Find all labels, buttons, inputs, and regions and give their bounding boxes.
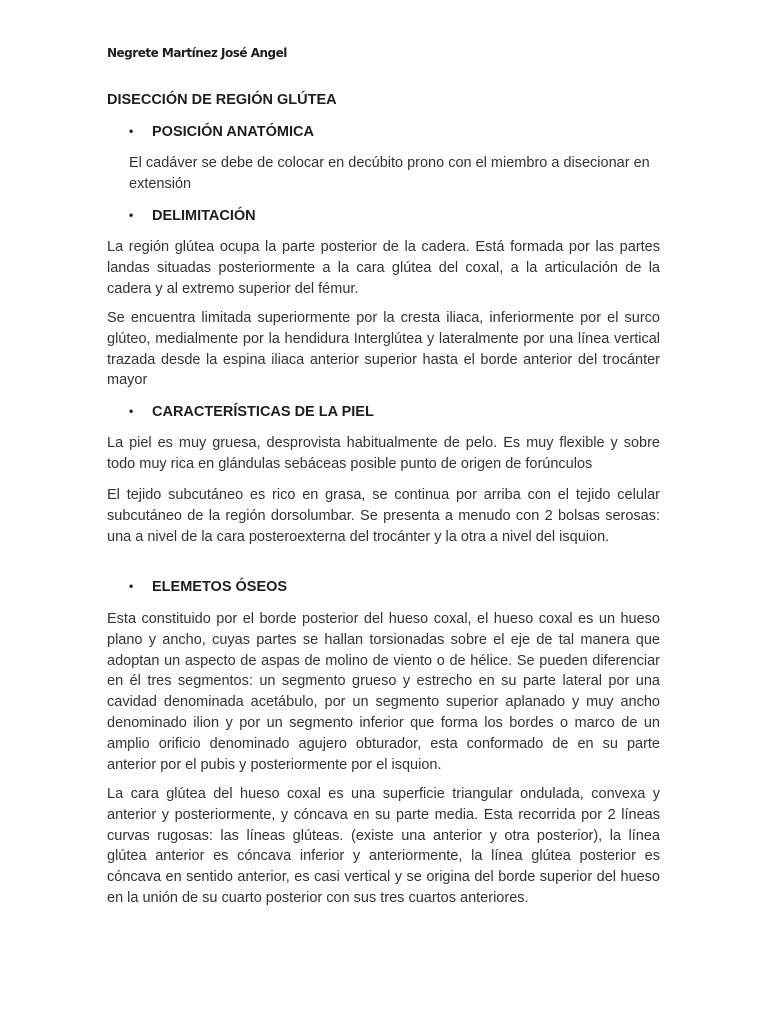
section-heading-label: DELIMITACIÓN <box>152 208 256 224</box>
section-heading-elementos-oseos <box>129 579 287 595</box>
paragraph: Esta constituido por el borde posterior del hueso coxal, el hueso coxal es un hueso plano y ancho, cuyas partes se hallan torsionadas sobre el eje de tal manera que adoptan un aspecto de aspas de molino de viento o de hélice. Se pueden diferenciar en él tres segmentos: un segmento grueso y estrecho en su parte lateral por una cavidad denominada acetábulo, por un segmento superior aplanado y muy ancho denominado ilion y por un segmento inferior que forma los bordes o marco de un amplio orificio denominado agujero obturador, esta conformado de en su parte anterior por el pubis y posteriormente por el isquion. <box>107 611 660 773</box>
section-heading-label: ELEMETOS ÓSEOS <box>152 579 288 595</box>
paragraph: La cara glútea del hueso coxal es una superficie triangular ondulada, convexa y anterior y posteriormente, y cóncava en su parte media. Esta recorrida por 2 líneas curvas rugosas: las líneas glúteas. (existe una anterior y otra posterior), la línea glútea anterior es cóncava inferior y anteriormente, la línea glútea posterior es cóncava en sentido anterior, es casi vertical y se origina del borde superior del hueso en la unión de su cuarto posterior con sus tres cuartos anteriores. <box>107 786 660 906</box>
section-heading-delimitacion <box>129 208 256 224</box>
section-heading-label: CARACTERÍSTICAS DE LA PIEL <box>152 404 374 420</box>
bullet-marker: • <box>129 404 134 418</box>
section-heading-caracteristicas <box>129 404 374 420</box>
paragraph: El cadáver se debe de colocar en decúbito prono con el miembro a disecionar en extensión <box>129 155 650 192</box>
bullet-marker: • <box>129 579 134 593</box>
paragraph: Se encuentra limitada superiormente por la cresta iliaca, inferiormente por el surco glúteo, medialmente por la hendidura Interglútea y lateralmente por una línea vertical trazada desde la espina iliaca anterior superior hasta el borde anterior del trocánter mayor <box>107 310 660 389</box>
paragraph: La región glútea ocupa la parte posterior de la cadera. Está formada por las partes landas situadas posteriormente a la cara glútea del coxal, a la articulación de la cadera y al extremo superior del fémur. <box>107 239 660 297</box>
paragraph: El tejido subcutáneo es rico en grasa, se continua por arriba con el tejido celular subcutáneo de la región dorsolumbar. Se presenta a menudo con 2 bolsas serosas: una a nivel de la cara posteroexterna del trocánter y la otra a nivel del isquion. <box>107 487 660 545</box>
bullet-marker: • <box>129 124 134 138</box>
section-heading-label: POSICIÓN ANATÓMICA <box>152 124 314 140</box>
paragraph: La piel es muy gruesa, desprovista habitualmente de pelo. Es muy flexible y sobre todo muy rica en glándulas sebáceas posible punto de origen de forúnculos <box>107 435 660 472</box>
document-title: DISECCIÓN DE REGIÓN GLÚTEA <box>107 92 337 108</box>
bullet-marker: • <box>129 208 134 222</box>
author-name: Negrete Martínez José Angel <box>107 46 287 60</box>
section-heading-posicion <box>129 124 314 140</box>
